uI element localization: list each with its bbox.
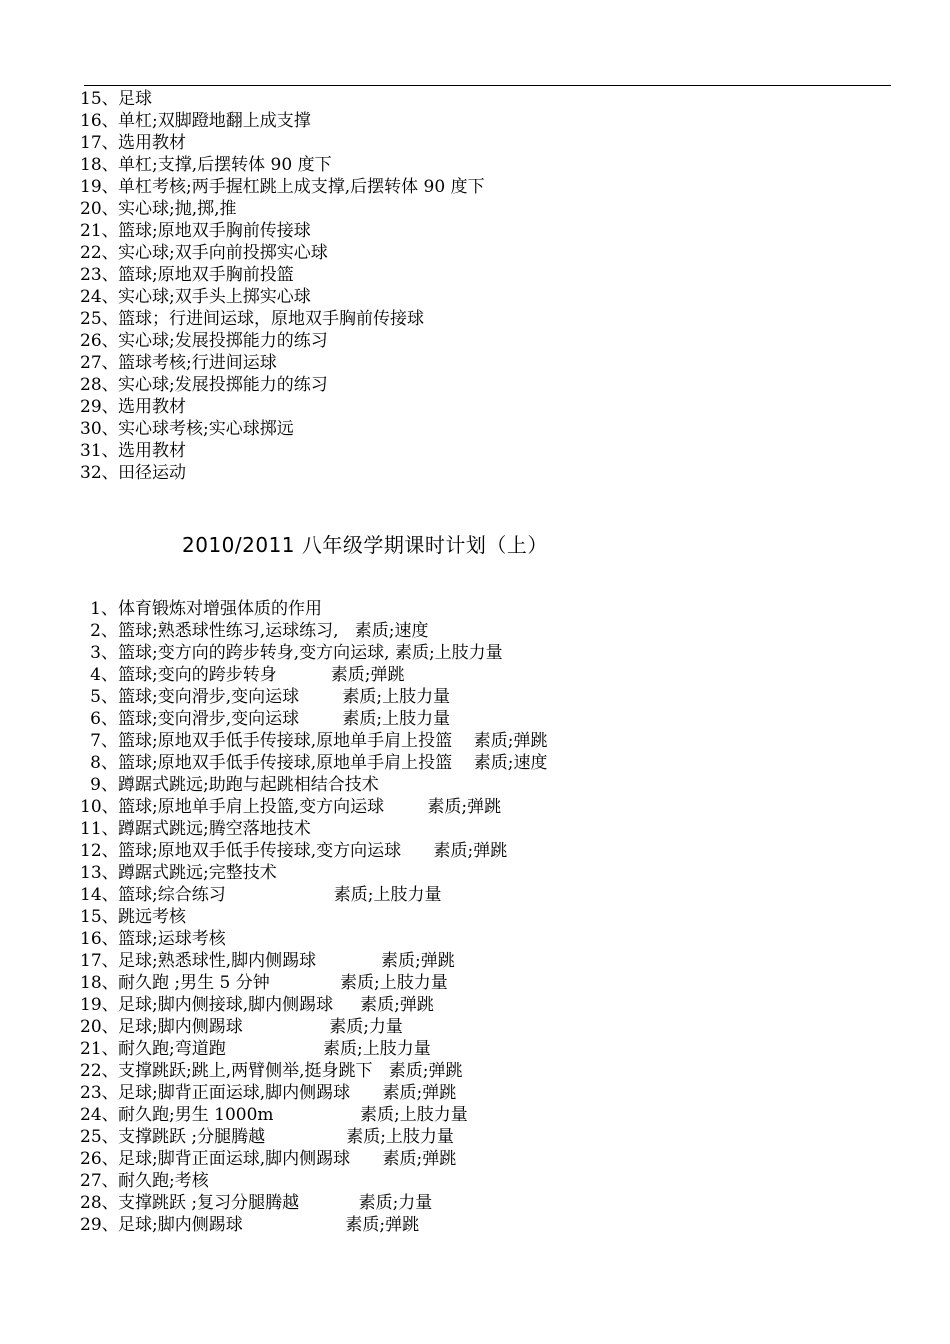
- item-number: 26、: [80, 331, 119, 351]
- list-item: [80, 1038, 547, 1060]
- item-number: 24、: [80, 287, 119, 307]
- list-item: [80, 1192, 547, 1214]
- item-number: 26、: [80, 1149, 119, 1169]
- item-number: 32、: [80, 463, 119, 483]
- list-item: [80, 374, 485, 396]
- list-item: [80, 1016, 547, 1038]
- item-text: 足球: [118, 89, 152, 109]
- item-number: 10、: [80, 797, 119, 817]
- item-number: 28、: [80, 1193, 119, 1213]
- list-item: [80, 1148, 547, 1170]
- item-text: 单杠考核;两手握杠跳上成支撑,后摆转体 90 度下: [118, 177, 485, 197]
- list-item: [80, 308, 485, 330]
- list-item: [80, 664, 547, 686]
- list-item: [80, 330, 485, 352]
- item-text: 实心球;双手头上掷实心球: [118, 287, 311, 307]
- item-number: 14、: [80, 885, 119, 905]
- item-number: 19、: [80, 995, 119, 1015]
- list-item: [80, 752, 547, 774]
- item-number: 23、: [80, 265, 119, 285]
- item-number: 22、: [80, 1061, 119, 1081]
- item-text: 支撑跳跃 ;分腿腾越 素质;上肢力量: [118, 1127, 454, 1147]
- item-text: 蹲踞式跳远;完整技术: [118, 863, 277, 883]
- item-number: 15、: [80, 907, 119, 927]
- list-item: [80, 110, 485, 132]
- list-item: [80, 598, 547, 620]
- list-item: [80, 906, 547, 928]
- item-number: 11、: [80, 819, 119, 839]
- list-item: [80, 686, 547, 708]
- list-item: [80, 220, 485, 242]
- list-item: [80, 972, 547, 994]
- list-item: [80, 418, 485, 440]
- list-item: [80, 1082, 547, 1104]
- item-number: 27、: [80, 353, 119, 373]
- item-text: 实心球考核;实心球掷远: [118, 419, 294, 439]
- item-number: 24、: [80, 1105, 119, 1125]
- item-number: 20、: [80, 1017, 119, 1037]
- item-number: 1、: [90, 599, 118, 619]
- item-text: 篮球考核;行进间运球: [118, 353, 277, 373]
- list-item: [80, 154, 485, 176]
- item-text: 选用教材: [118, 133, 186, 153]
- item-text: 蹲踞式跳远;腾空落地技术: [118, 819, 311, 839]
- item-text: 足球;脚背正面运球,脚内侧踢球 素质;弹跳: [118, 1149, 457, 1169]
- item-number: 5、: [90, 687, 118, 707]
- item-number: 17、: [80, 951, 119, 971]
- item-text: 蹲踞式跳远;助跑与起跳相结合技术: [118, 775, 379, 795]
- item-number: 28、: [80, 375, 119, 395]
- item-number: 27、: [80, 1171, 119, 1191]
- item-number: 20、: [80, 199, 119, 219]
- item-text: 篮球;原地单手肩上投篮,变方向运球 素质;弹跳: [118, 797, 502, 817]
- list-item: [80, 286, 485, 308]
- lesson-list-semester: [80, 598, 547, 1236]
- item-text: 耐久跑;考核: [118, 1171, 209, 1191]
- item-number: 19、: [80, 177, 119, 197]
- item-text: 耐久跑;男生 1000m 素质;上肢力量: [118, 1105, 468, 1125]
- item-text: 篮球;变向滑步,变向运球 素质;上肢力量: [118, 709, 451, 729]
- item-number: 7、: [90, 731, 118, 751]
- list-item: [80, 994, 547, 1016]
- item-text: 支撑跳跃;跳上,两臂侧举,挺身跳下 素质;弹跳: [118, 1061, 463, 1081]
- item-number: 16、: [80, 929, 119, 949]
- item-text: 篮球;熟悉球性练习,运球练习, 素质;速度: [118, 621, 429, 641]
- list-item: [80, 1170, 547, 1192]
- item-number: 9、: [90, 775, 118, 795]
- item-text: 足球;脚内侧踢球 素质;力量: [118, 1017, 403, 1037]
- page-title: 2010/2011 八年级学期课时计划（上）: [182, 533, 548, 557]
- item-number: 17、: [80, 133, 119, 153]
- item-text: 篮球;原地双手胸前传接球: [118, 221, 311, 241]
- item-number: 29、: [80, 1215, 119, 1235]
- list-item: [80, 818, 547, 840]
- list-item: [80, 642, 547, 664]
- item-text: 田径运动: [118, 463, 186, 483]
- item-text: 篮球;原地双手胸前投篮: [118, 265, 294, 285]
- item-number: 30、: [80, 419, 119, 439]
- list-item: [80, 950, 547, 972]
- item-text: 耐久跑;弯道跑 素质;上肢力量: [118, 1039, 431, 1059]
- item-text: 篮球;变向的跨步转身 素质;弹跳: [118, 665, 405, 685]
- item-text: 跳远考核: [118, 907, 186, 927]
- item-text: 篮球;原地双手低手传接球,变方向运球 素质;弹跳: [118, 841, 508, 861]
- list-item: [80, 132, 485, 154]
- list-item: [80, 396, 485, 418]
- item-text: 篮球;原地双手低手传接球,原地单手肩上投篮 素质;速度: [118, 753, 548, 773]
- item-text: 足球;脚背正面运球,脚内侧踢球 素质;弹跳: [118, 1083, 457, 1103]
- item-number: 22、: [80, 243, 119, 263]
- item-text: 单杠;支撑,后摆转体 90 度下: [118, 155, 332, 175]
- header-rule: [84, 85, 891, 86]
- item-text: 实心球;双手向前投掷实心球: [118, 243, 328, 263]
- item-number: 29、: [80, 397, 119, 417]
- item-text: 体育锻炼对增强体质的作用: [118, 599, 322, 619]
- list-item: [80, 1214, 547, 1236]
- item-text: 实心球;发展投掷能力的练习: [118, 375, 328, 395]
- list-item: [80, 928, 547, 950]
- item-text: 篮球;变向滑步,变向运球 素质;上肢力量: [118, 687, 451, 707]
- item-number: 3、: [90, 643, 118, 663]
- list-item: [80, 774, 547, 796]
- item-number: 8、: [90, 753, 118, 773]
- item-number: 6、: [90, 709, 118, 729]
- list-item: [80, 620, 547, 642]
- item-number: 13、: [80, 863, 119, 883]
- lesson-list-continued: [80, 88, 485, 484]
- item-number: 25、: [80, 1127, 119, 1147]
- list-item: [80, 462, 485, 484]
- item-text: 耐久跑 ;男生 5 分钟 素质;上肢力量: [118, 973, 448, 993]
- list-item: [80, 242, 485, 264]
- list-item: [80, 840, 547, 862]
- item-number: 15、: [80, 89, 119, 109]
- list-item: [80, 796, 547, 818]
- item-number: 16、: [80, 111, 119, 131]
- item-text: 单杠;双脚蹬地翻上成支撑: [118, 111, 311, 131]
- item-text: 选用教材: [118, 441, 186, 461]
- item-text: 篮球;变方向的跨步转身,变方向运球, 素质;上肢力量: [118, 643, 503, 663]
- item-text: 篮球;综合练习 素质;上肢力量: [118, 885, 442, 905]
- item-number: 31、: [80, 441, 119, 461]
- list-item: [80, 88, 485, 110]
- item-number: 21、: [80, 221, 119, 241]
- item-text: 篮球；行进间运球，原地双手胸前传接球: [118, 309, 424, 329]
- item-number: 2、: [90, 621, 118, 641]
- item-number: 21、: [80, 1039, 119, 1059]
- list-item: [80, 440, 485, 462]
- list-item: [80, 708, 547, 730]
- list-item: [80, 352, 485, 374]
- list-item: [80, 1104, 547, 1126]
- list-item: [80, 862, 547, 884]
- list-item: [80, 730, 547, 752]
- item-number: 25、: [80, 309, 119, 329]
- list-item: [80, 884, 547, 906]
- list-item: [80, 1060, 547, 1082]
- item-number: 23、: [80, 1083, 119, 1103]
- item-text: 选用教材: [118, 397, 186, 417]
- item-number: 18、: [80, 155, 119, 175]
- list-item: [80, 264, 485, 286]
- item-number: 4、: [90, 665, 118, 685]
- item-text: 足球;熟悉球性,脚内侧踢球 素质;弹跳: [118, 951, 455, 971]
- item-text: 足球;脚内侧接球,脚内侧踢球 素质;弹跳: [118, 995, 434, 1015]
- item-text: 足球;脚内侧踢球 素质;弹跳: [118, 1215, 420, 1235]
- item-text: 实心球;抛,掷,推: [118, 199, 237, 219]
- item-number: 18、: [80, 973, 119, 993]
- item-text: 实心球;发展投掷能力的练习: [118, 331, 328, 351]
- item-text: 支撑跳跃 ;复习分腿腾越 素质;力量: [118, 1193, 433, 1213]
- list-item: [80, 198, 485, 220]
- item-number: 12、: [80, 841, 119, 861]
- list-item: [80, 1126, 547, 1148]
- item-text: 篮球;运球考核: [118, 929, 226, 949]
- list-item: [80, 176, 485, 198]
- item-text: 篮球;原地双手低手传接球,原地单手肩上投篮 素质;弹跳: [118, 731, 548, 751]
